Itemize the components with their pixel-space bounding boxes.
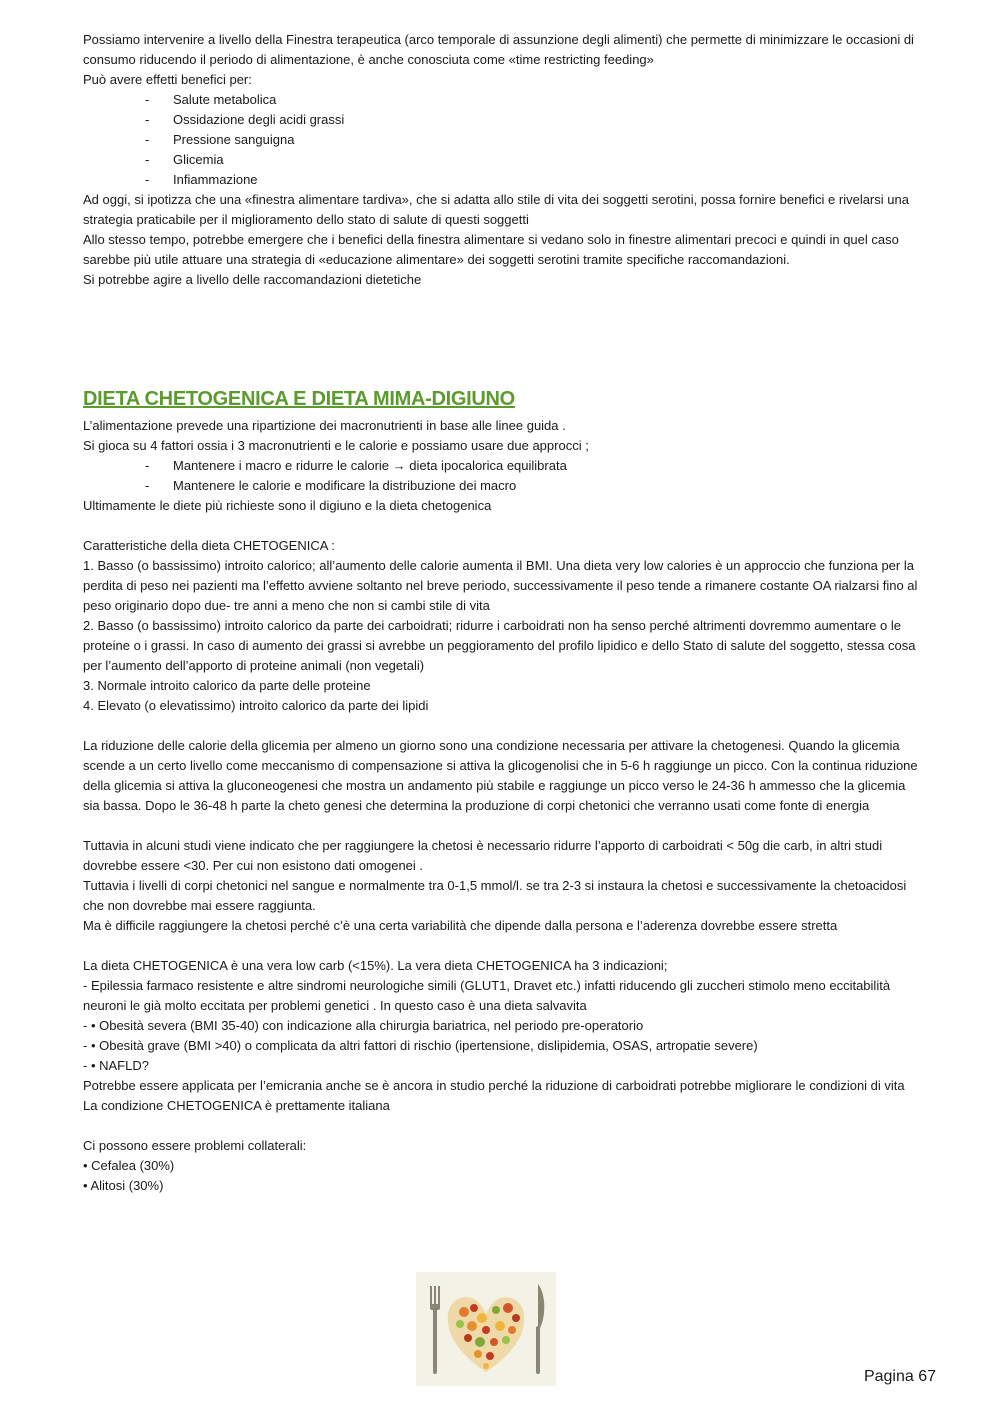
- section-heading: DIETA CHETOGENICA E DIETA MIMA-DIGIUNO: [83, 388, 515, 410]
- heart-food-fork-knife-icon: [416, 1272, 556, 1386]
- list-item: - Mantenere le calorie e modificare la distribuzione dei macro: [145, 478, 517, 493]
- paragraph: 4. Elevato (o elevatissimo) introito calorico da parte dei lipidi: [83, 698, 429, 713]
- paragraph: Caratteristiche della dieta CHETOGENICA :: [83, 538, 335, 553]
- paragraph: • Alitosi (30%): [83, 1178, 164, 1193]
- list-item: - Infiammazione: [145, 172, 258, 187]
- paragraph: Tuttavia i livelli di corpi chetonici nel sangue e normalmente tra 0-1,5 mmol/l. se tra 2-3 si instaura la chetosi e successivamente la chetoacidosi che non dovrebbe mai essere raggiunta.: [83, 878, 907, 913]
- list-item: - Glicemia: [145, 152, 224, 167]
- list-item: - Mantenere i macro e ridurre le calorie → dieta ipocalorica equilibrata: [145, 458, 567, 473]
- document-body: [83, 30, 923, 1196]
- paragraph: L’alimentazione prevede una ripartizione dei macronutrienti in base alle linee guida .: [83, 418, 566, 433]
- list-item: - Ossidazione degli acidi grassi: [145, 112, 345, 127]
- paragraph: 2. Basso (o bassissimo) introito calorico da parte dei carboidrati; ridurre i carboidrati non ha senso perché altrimenti dovremmo aumentare o le proteine o i grassi. In caso di aumento dei grassi si avrebbe un peggioramento del profilo lipidico e dello Stato di salute del soggetto, stessa cosa per l’aumento dell’apporto di proteine animali (non vegetali): [83, 618, 916, 673]
- paragraph: Ultimamente le diete più richieste sono il digiuno e la dieta chetogenica: [83, 498, 492, 513]
- paragraph: - • Obesità severa (BMI 35-40) con indicazione alla chirurgia bariatrica, nel periodo pre-operatorio: [83, 1018, 644, 1033]
- intro-benefits-lead: Può avere effetti benefici per:: [83, 72, 252, 87]
- paragraph: Tuttavia in alcuni studi viene indicato che per raggiungere la chetosi è necessario ridurre l’apporto di carboidrati < 50g die carb, in altri studi dovrebbe essere <30. Per cui non esistono dati omogenei .: [83, 838, 883, 873]
- paragraph: • Cefalea (30%): [83, 1158, 175, 1173]
- list-item: - Salute metabolica: [145, 92, 277, 107]
- intro-paragraph: Possiamo intervenire a livello della Finestra terapeutica (arco temporale di assunzione degli alimenti) che permette di minimizzare le occasioni di consumo riducendo il periodo di alimentazione, è anche conosciuta come «time restricting feeding»: [83, 32, 914, 67]
- paragraph: Allo stesso tempo, potrebbe emergere che i benefici della finestra alimentare si vedano solo in finestre alimentari precoci e quindi in quel caso sarebbe più utile attuare una strategia di «educazione alimentare» dei soggetti serotini tramite specifiche raccomandazioni.: [83, 232, 899, 267]
- paragraph: La riduzione delle calorie della glicemia per almeno un giorno sono una condizione necessaria per attivare la chetogenesi. Quando la glicemia scende a un certo livello come meccanismo di compensazione si attiva la glicogenolisi che in 5-6 h raggiunge un picco. Con la continua riduzione della glicemia si attiva la gluconeogenesi che mostra un andamento più stabile e raggiunge un picco verso le 24-36 h ammesso che la glicemia sia bassa. Dopo le 36-48 h parte la cheto genesi che determina la produzione di corpi chetonici che verranno usati come fonte di energia: [83, 738, 918, 813]
- paragraph: Si gioca su 4 fattori ossia i 3 macronutrienti e le calorie e possiamo usare due approcci ;: [83, 438, 589, 453]
- benefits-list: [83, 90, 923, 190]
- paragraph: - Epilessia farmaco resistente e altre sindromi neurologiche simili (GLUT1, Dravet etc.) infatti riducendo gli zuccheri stimolo meno eccitabilità neuroni le già molto eccitata per problemi genetici . In questo caso è una dieta salvavita: [83, 978, 891, 1013]
- approaches-list: [83, 456, 923, 496]
- paragraph: - • NAFLD?: [83, 1058, 149, 1073]
- paragraph: La condizione CHETOGENICA è prettamente italiana: [83, 1098, 390, 1113]
- paragraph: Potrebbe essere applicata per l’emicrania anche se è ancora in studio perché la riduzione di carboidrati potrebbe migliorare le condizioni di vita: [83, 1078, 905, 1093]
- list-item: - Pressione sanguigna: [145, 132, 295, 147]
- paragraph: - • Obesità grave (BMI >40) o complicata da altri fattori di rischio (ipertensione, dislipidemia, OSAS, artropatie severe): [83, 1038, 758, 1053]
- page-number: Pagina 67: [863, 1368, 936, 1385]
- paragraph: La dieta CHETOGENICA è una vera low carb (<15%). La vera dieta CHETOGENICA ha 3 indicazioni;: [83, 958, 668, 973]
- paragraph: Ci possono essere problemi collaterali:: [83, 1138, 307, 1153]
- paragraph: Ad oggi, si ipotizza che una «finestra alimentare tardiva», che si adatta allo stile di vita dei soggetti serotini, possa fornire benefici e rivelarsi una strategia praticabile per il miglioramento dello stato di salute di questi soggetti: [83, 192, 909, 227]
- paragraph: Si potrebbe agire a livello delle raccomandazioni dietetiche: [83, 272, 422, 287]
- paragraph: Ma è difficile raggiungere la chetosi perché c’è una certa variabilità che dipende dalla persona e l’aderenza dovrebbe essere stretta: [83, 918, 838, 933]
- paragraph: 1. Basso (o bassissimo) introito calorico; all’aumento delle calorie aumenta il BMI. Una dieta very low calories è un approccio che funziona per la perdita di peso nei pazienti ma l’effetto avviene soltanto nel breve periodo, successivamente il peso tende a rimanere costante OA rialzarsi fino al peso originario dopo due- tre anni a meno che non si cambi stile di vita: [83, 558, 918, 613]
- paragraph: 3. Normale introito calorico da parte delle proteine: [83, 678, 371, 693]
